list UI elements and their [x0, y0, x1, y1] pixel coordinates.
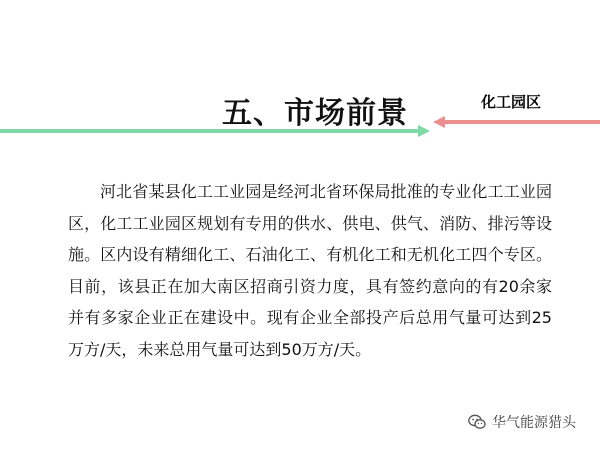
section-tag: 化工园区	[481, 93, 542, 111]
watermark	[468, 412, 576, 432]
slide-title: 五、市场前景	[222, 96, 408, 131]
watermark-text: 华气能源猎头	[492, 415, 576, 431]
body-paragraph: 河北省某县化工工业园是经河北省环保局批准的专业化工工业园区，化工工业园区规划有专用的供水、供电、供气、消防、排污等设施。区内设有精细化工、石油化工、有机化工和无机化工四个专区。目前，该县正在加大南区招商引资力度，具有签约意向的有20余家并有多家企业正在建设中。现有企业全部投产后总用气量可达到25万方/天，未来总用气量可达到50万方/天。	[68, 182, 552, 359]
green-arrow-head	[418, 125, 430, 137]
wechat-icon	[468, 414, 486, 430]
red-divider-bar	[444, 120, 600, 124]
